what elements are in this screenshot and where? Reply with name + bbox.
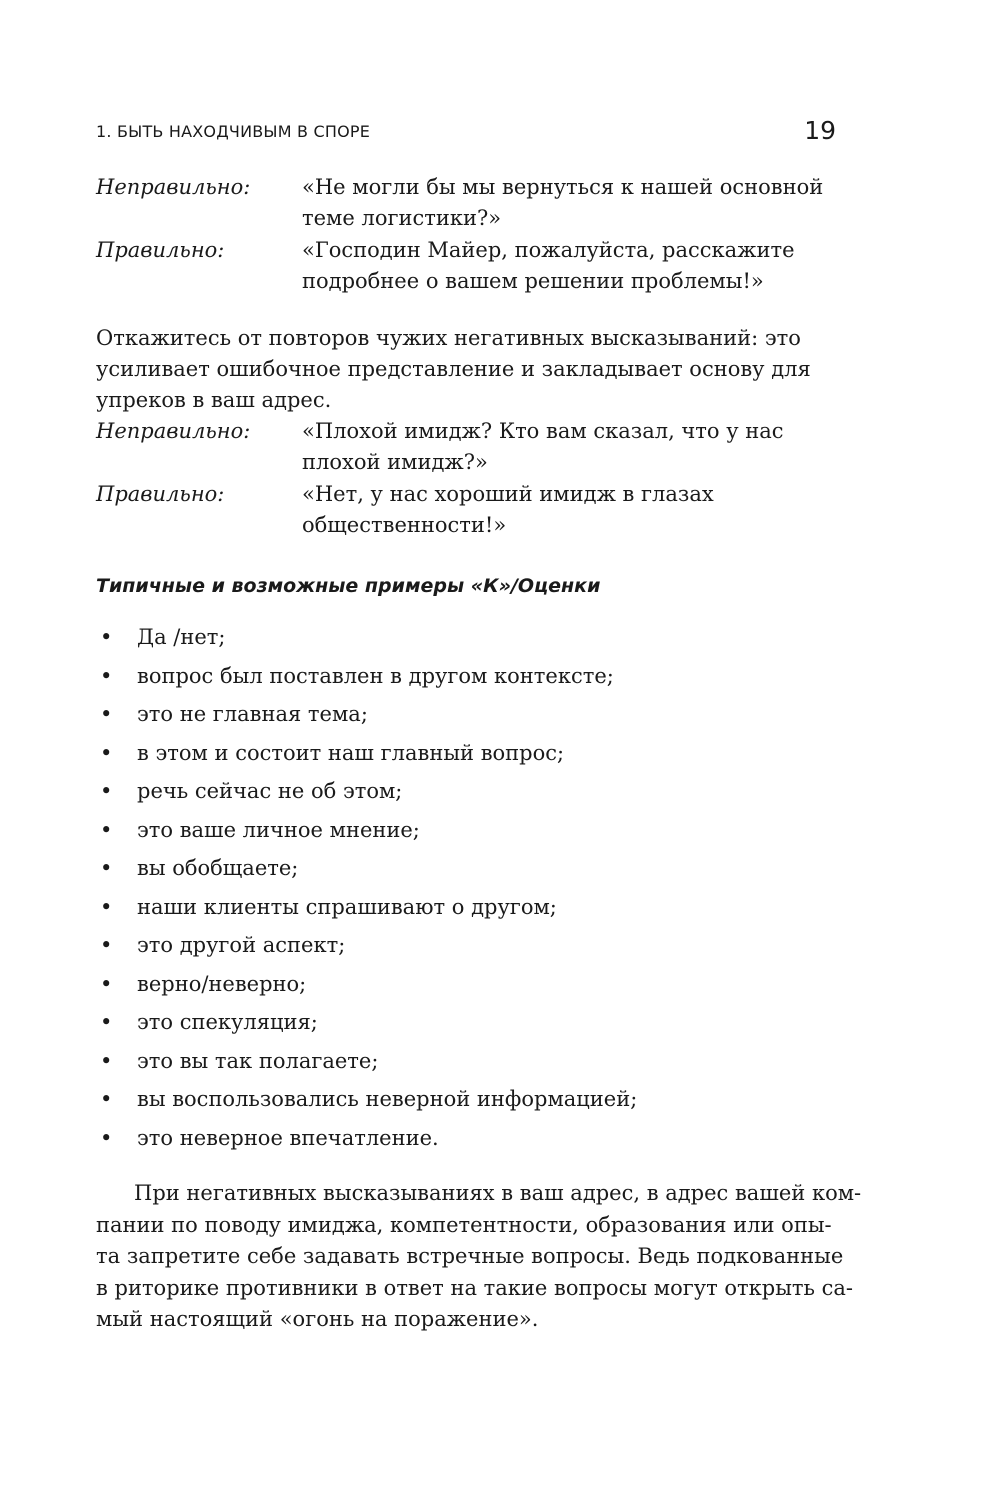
list-item-text: наши клиенты спрашивают о другом; xyxy=(137,894,557,919)
list-item-text: это спекуляция; xyxy=(137,1010,318,1034)
bullet-icon: • xyxy=(100,1048,113,1073)
bullet-icon: • xyxy=(100,971,113,996)
bullet-icon: • xyxy=(100,817,113,842)
list-item-text: в этом и состоит наш главный вопрос; xyxy=(137,740,565,765)
list-item xyxy=(96,1084,838,1123)
bullet-icon: • xyxy=(100,1125,113,1150)
list-item xyxy=(96,815,838,854)
example-label: Неправильно: xyxy=(96,419,251,443)
list-item-text: это другой аспект; xyxy=(137,933,346,957)
bullet-icon: • xyxy=(100,625,113,649)
list-item xyxy=(96,622,838,661)
paragraph-line: При негативных высказываниях в ваш адрес, в адрес вашей ком- xyxy=(134,1181,862,1205)
list-item-text: вы воспользовались неверной информацией; xyxy=(137,1087,638,1111)
list-item-text: верно/неверно; xyxy=(137,971,307,996)
example-right-1 xyxy=(96,235,838,297)
list-item-text: это неверное впечатление. xyxy=(137,1125,439,1150)
example-text: «Не могли бы мы вернуться к нашей основной теме логистики?» xyxy=(302,175,824,230)
list-item-text: вопрос был поставлен в другом контексте; xyxy=(137,663,614,688)
list-item-text: это вы так полагаете; xyxy=(137,1048,379,1073)
example-wrong-2 xyxy=(96,416,838,478)
list-item xyxy=(96,1046,838,1085)
paragraph-line: пании по поводу имиджа, компетентности, образования или опы- xyxy=(96,1212,832,1237)
paragraph-line: та запретите себе задавать встречные вопросы. Ведь подкованные xyxy=(96,1244,844,1268)
example-wrong-1 xyxy=(96,172,838,234)
example-text: «Плохой имидж? Кто вам сказал, что у нас плохой имидж?» xyxy=(302,419,784,474)
list-item-text: это не главная тема; xyxy=(137,702,368,726)
list-item xyxy=(96,1123,838,1162)
example-text: «Нет, у нас хороший имидж в глазах общественности!» xyxy=(302,482,714,537)
list-item xyxy=(96,699,838,738)
bullet-icon: • xyxy=(100,1087,113,1111)
example-label: Правильно: xyxy=(96,238,225,262)
list-item xyxy=(96,776,838,815)
list-item-text: Да /нет; xyxy=(137,625,226,649)
example-text: «Господин Майер, пожалуйста, расскажите подробнее о вашем решении проблемы!» xyxy=(302,238,795,293)
running-header xyxy=(96,116,836,152)
bullet-icon: • xyxy=(100,856,113,880)
page-number: 19 xyxy=(804,116,836,145)
list-item xyxy=(96,661,838,700)
example-label: Правильно: xyxy=(96,482,225,506)
example-label: Неправильно: xyxy=(96,175,251,199)
list-item xyxy=(96,1007,838,1046)
list-item-text: вы обобщаете; xyxy=(137,856,299,880)
bullet-icon: • xyxy=(100,779,113,803)
section-subheading: Типичные и возможные примеры «К»/Оценки xyxy=(96,575,601,597)
bullet-icon: • xyxy=(100,702,113,726)
chapter-title: 1. БЫТЬ НАХОДЧИВЫМ В СПОРЕ xyxy=(96,122,371,141)
bullet-icon: • xyxy=(100,663,113,688)
list-item xyxy=(96,930,838,969)
bullet-icon: • xyxy=(100,740,113,765)
list-item xyxy=(96,853,838,892)
list-item xyxy=(96,892,838,931)
bullet-icon: • xyxy=(100,933,113,957)
bullet-icon: • xyxy=(100,1010,113,1034)
paragraph-line: в риторике противники в ответ на такие вопросы могут открыть са- xyxy=(96,1275,854,1300)
list-item xyxy=(96,969,838,1008)
list-item-text: это ваше личное мнение; xyxy=(137,817,420,842)
example-right-2 xyxy=(96,479,838,541)
paragraph-repetition: Откажитесь от повторов чужих негативных высказываний: это усиливает ошибочное представление и закладывает основу для упреков в ваш адрес. xyxy=(96,326,811,412)
paragraph-line: мый настоящий «огонь на поражение». xyxy=(96,1307,539,1331)
examples-bullet-list xyxy=(96,622,838,1161)
closing-paragraph xyxy=(96,1178,862,1336)
list-item xyxy=(96,738,838,777)
list-item-text: речь сейчас не об этом; xyxy=(137,779,403,803)
bullet-icon: • xyxy=(100,894,113,919)
